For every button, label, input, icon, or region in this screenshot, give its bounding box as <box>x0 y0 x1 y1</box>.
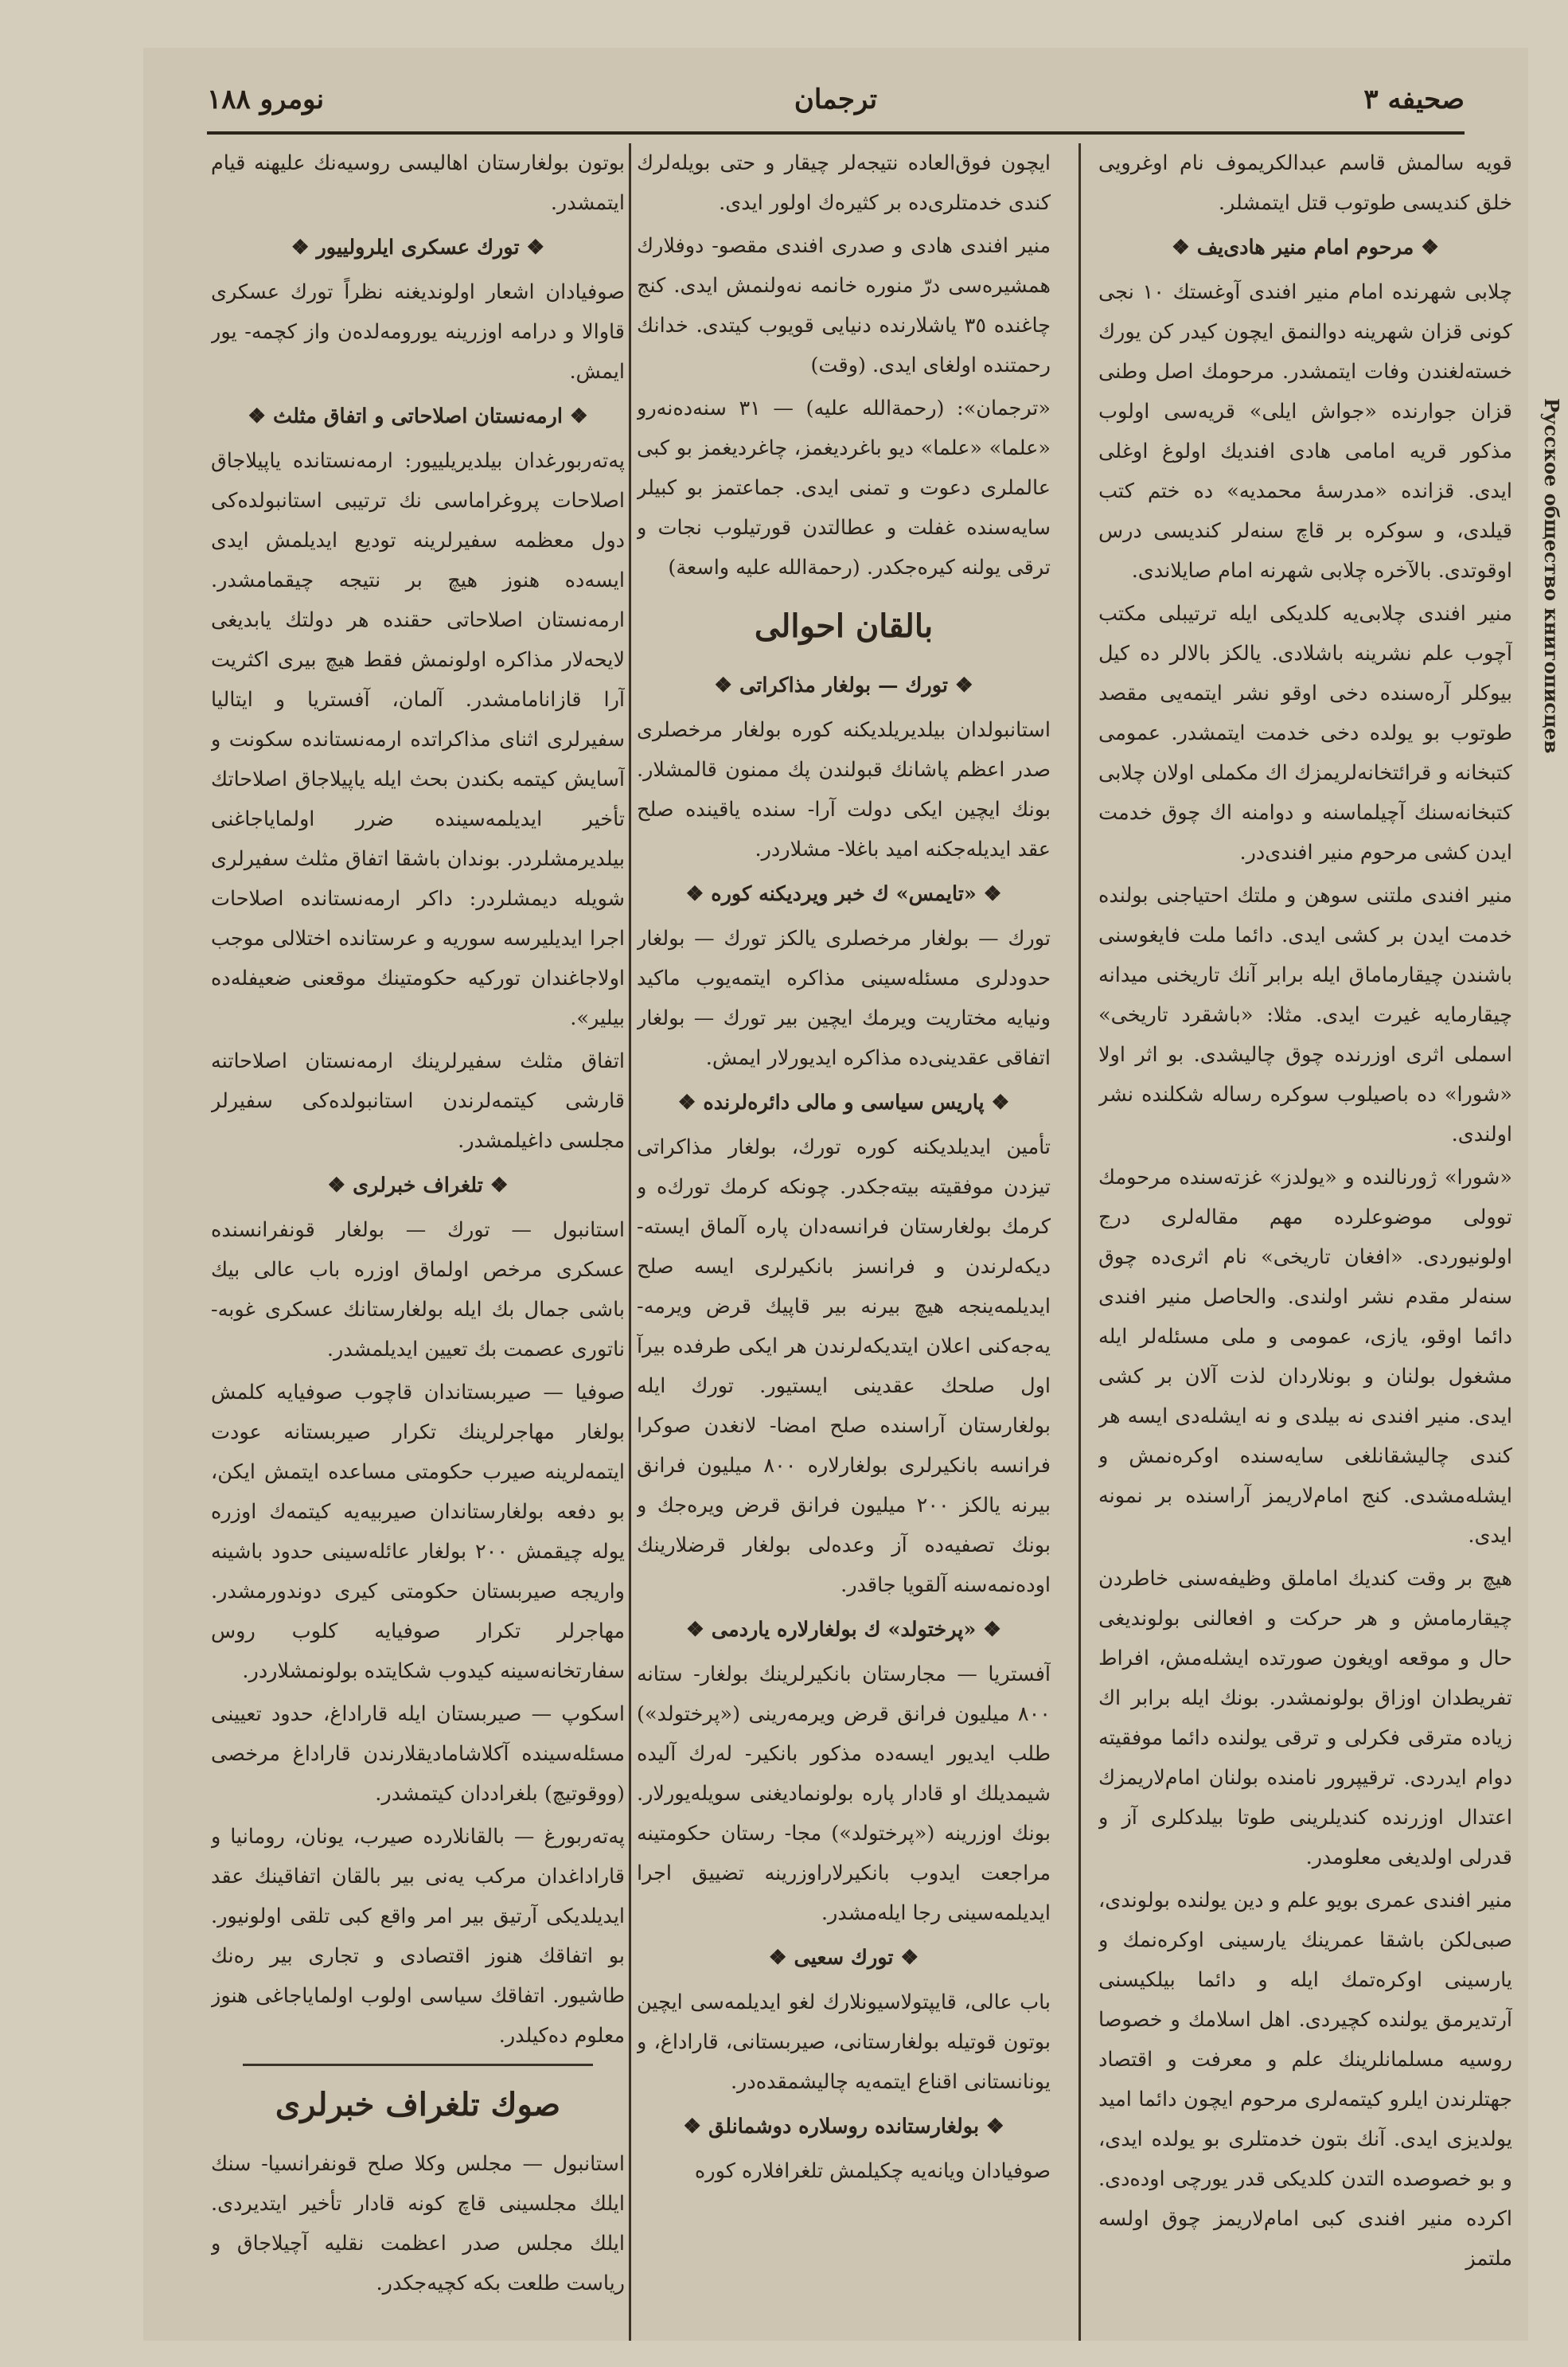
article-paragraph: استانبول — تورك — بولغار قونفرانسنده عسكرى مرخص اولماق اوزره باب عالى بيك باشى جمال بك ايله بولغارستانك عسكرى غوبه- ناتورى عصمت بك تعيين ايديلمشدر. <box>211 1218 625 1361</box>
header-rule <box>207 131 1465 135</box>
side-stamp: Русское общество книгописцев <box>1540 398 1563 754</box>
article-paragraph: استانبولدان بيلديريلديكنه كوره بولغار مرخصلرى صدر اعظم پاشانك قبولندن پك ممنون قالمشلار. بونك ايچين ايكى دولت آرا- سنده ياقينده صلح عقد ايديله‌جكنه اميد باغلا- مشلار‌در. <box>637 718 1051 861</box>
column-divider <box>629 143 631 2341</box>
article-paragraph: منير افندى هادى و صدرى افندى مقصو- دوفلارك همشيره‌سى درّ منوره خانمه نه‌ولنمش ايدى. كنج چاغنده ٣٥ ياشلارنده دنيايى قويوب كيتدى. خدانك رحمتنده اولغاى ايدى. (وقت) <box>637 234 1051 377</box>
article-paragraph: آفستريا — مجارستان بانكيرلرينك بولغار- ستانه ٨٠٠ ميليون فرانق قرض ويرمه‌رينى («پرختولد») طلب ايديور ايسه‌ده مذكور بانكير- لەرك آليده شيمديلك او قادار پاره بولونماديغنى سويله‌يورلار. بونك اوزرينه («پرختولد») مجا- رستان حكومتينه مراجعت ايدوب بانكيرلاراوزرينه تضييق اجرا ايديلمه‌سينى رجا ايله‌مشدر. <box>637 1662 1051 1925</box>
article-paragraph: اتفاق مثلث سفيرلرينك ارمه‌نستان اصلاحاتنه قارشى كيتمه‌لرندن استانبولده‌كى سفيرلر مجلسى داغيلمشدر. <box>211 1049 625 1153</box>
article-subheading: ❖ تورك عسكرى ايلرولييور ❖ <box>211 228 625 268</box>
article-subheading: ❖ تورك — بولغار مذاكراتى ❖ <box>637 666 1051 705</box>
article-paragraph: منير افندى ملتنى سوهن و ملتك احتياجنى بولنده خدمت ايدن بر كشى ايدى. دائما ملت فايغوسنى باشندن چيقارماماق ايله برابر آنك تاريخنى ميدانه چيقارمايه غيرت ايدى. مثلا: «باشقرد تاريخى» اسملى اثرى اوزرنده چوق چاليشدى. بو اثر اولا «شورا» ده باصيلوب سوكره رساله شكلنده نشر اولندى. <box>1098 884 1512 1146</box>
article-subheading: ❖ بولغارستانده روسلاره دوشمانلق ❖ <box>637 2107 1051 2146</box>
article-paragraph: قويه سالمش قاسم عبدالكريموف نام اوغرويى خلق كنديسى طوتوب قتل ايتمشلر. <box>1098 151 1512 215</box>
article-paragraph: منير افندى عمرى بويو علم و دين يولنده بولوندى، صبى‌لكن باشقا عمرينك يارسينى اوكره‌نمك و يارسينى اوكره‌تمك ايله و دائما بيلكيسنى آرتديرمق يولنده كچيردى. اهل اسلامك و خصوصا روسيه مسلمانلرينك علم و معرفت و اقتصاد جهتلرندن ايلرو كيتمه‌لرى مرحوم ايچون دائما اميد يولديزى ايدى. آنك بتون خدمتلرى بو يولده ايدى، و بو خصوصده التدن كلديكى قدر يورچى اوده‌دى. اكرده منير افندى كبى امام‌لاريمز چوق اولسه ملتمز <box>1098 1889 1512 2271</box>
article-paragraph: صوفيادان اشعار اولونديغنه نظراً تورك عسكرى قاوالا و درامه اوزرينه يورومه‌لده‌ن واز كچمه- يور ايمش. <box>211 280 625 384</box>
column-divider <box>1078 143 1081 2341</box>
article-paragraph: باب عالى، قايپتولاسيونلارك لغو ايديلمه‌سى ايچين بوتون قوتيله بولغارستانى، صيربستانى، قاراداغ، و يونانستانى اقناع ايتمه‌يه چاليشمقده‌در. <box>637 1990 1051 2094</box>
article-paragraph: تأمين ايديلديكنه كوره تورك، بولغار مذاكراتى تيزدن موفقيته بيته‌جكدر. چونكه كرمك تورك‌ه و كرمك بولغارستان فرانسه‌دان پاره آلماق ايسته- ديكه‌لرندن و فرانسز بانكيرلرى ايسه صلح ايديلمه‌ينجه هيچ بيرنه بير قاپيك قرض ويرمه- يه‌جه‌كنى اعلان ايتديكه‌لرندن هر ايكى طرفده بيرآ اول صلحك عقدينى ايستيور. تورك ايله بولغارستان آراسنده صلح امضا- لانغدن صوكرا فرانسه بانكيرلرى بولغارلاره ٨٠٠ ميليون فرانق بيرنه يالكز ٢٠٠ ميليون فرانق قرض ويره‌جك و بونك تصفيه‌ده آز وعده‌لى بولغار قرضلارينك اوده‌نمه‌سنه آلقويا جاقدر. <box>637 1135 1051 1597</box>
article-paragraph: «شورا» ژورنالنده و «يولدز» غزته‌سنده مرحومك توولى موضوعلرده مهم مقالەلرى درج اولونيوردى. «افغان تاريخى» نام اثرى‌ده چوق سنه‌لر مقدم نشر اولندى. والحاصل منير افندى دائما اوقو، يازى، عمومى و ملى مسئله‌لر ايله مشغول بولنان و بونلاردان لذت آلان بر كشى ايدى. منير افندى نه بيلدى و نه ايشله‌دى ايسه هر كندى چاليشقانلغى سايه‌سنده اوكره‌نمش و ايشله‌مشدى. كنج امام‌لاريمز آراسنده بر نمونه ايدى. <box>1098 1166 1512 1548</box>
article-paragraph: صوفيا — صيربستاندان قاچوب صوفيايه كلمش بولغار مهاجرلرينك تكرار صيربستانه عودت ايتمه‌لرينه صيرب حكومتى مساعده ايتمش ايكن، بو دفعه بولغارستاندان صيربيه‌يه كيتمه‌ك اوزره يوله چيقمش ٢٠٠ بولغار عائله‌سينى حدود باشينه واريجه صيربستان حكومتى كيرى دوندورمشدر. مهاجرلر تكرار صوفيايه كلوب روس سفارتخانه‌سينه كيدوب شكايتده بولونمشلاردر. <box>211 1381 625 1683</box>
article-paragraph: «ترجمان»: (رحمةالله عليه) — ٣١ سنه‌ده‌نه‌رو «علما» «علما» ديو باغرديغمز، چاغرديغمز بو كبى عالملرى دعوت و تمنى ايدى. جماعتمز بو كبيلر سايه‌سنده غفلت و عطالتدن قورتيلوب نجات و ترقى يولنه كيره‌جكدر. (رحمةالله عليه واسعة) <box>637 396 1051 580</box>
page-header <box>207 76 1465 147</box>
column-left <box>211 143 625 2341</box>
article-subheading: ❖ پاريس سياسى و مالى دائره‌لرنده ❖ <box>637 1083 1051 1123</box>
newspaper-title: ترجمان <box>794 84 878 115</box>
section-heading: صوك تلغراف خبرلرى <box>275 2086 561 2123</box>
section-rule <box>243 2064 593 2066</box>
column-right <box>1098 143 1512 2341</box>
article-subheading: ❖ تلغراف خبرلرى ❖ <box>211 1166 625 1205</box>
article-subheading: ❖ تورك سعيى ❖ <box>637 1938 1051 1978</box>
article-subheading: ❖ مرحوم امام منير هادى‌يف ❖ <box>1098 228 1512 268</box>
article-paragraph: صوفيادان ويانه‌يه چكيلمش تلغرافلاره كوره <box>694 2159 1051 2183</box>
issue-number: نومرو ١٨٨ <box>207 84 325 115</box>
article-paragraph: تورك — بولغار مرخصلرى يالكز تورك — بولغار حدودلرى مسئله‌سينى مذاكره ايتمه‌يوب ماكيد ونيايه مختاريت ويرمك ايچين بير تورك — بولغار اتفاقى عقدينى‌ده مذاكره ايديورلار ايمش. <box>637 927 1051 1070</box>
column-middle <box>637 143 1051 2341</box>
section-heading: بالقان احوالى <box>754 607 934 645</box>
article-paragraph: استانبول — مجلس وكلا صلح قونفرانسيا- سنك ايلك مجلسينى قاچ كونه قادار تأخير ايتديردى. ايلك مجلس صدر اعظمت نقليه آچيلاجاق و رياست طلعت بكه كچيه‌جكدر. <box>211 2152 625 2295</box>
article-paragraph: اسكوپ — صيربستان ايله قاراداغ، حدود تعيينى مسئله‌سينده آكلاشاماديقلارندن قاراداغ مرخصى (ووقوتيچ) بلغراددان كيتمشدر. <box>211 1702 625 1806</box>
page-number: صحيفه ٣ <box>1363 84 1465 115</box>
article-paragraph: پەتەربورغدان بيلديريلييور: ارمه‌نستانده ياپيلاجاق اصلاحات پروغراماسى نك ترتيبى استانبولده‌كى دول معظمه سفيرلرينه توديع ايديلمش ايدى ايسه‌ده هنوز هيچ بر نتيجه چيقمامشدر. ارمه‌نستان اصلاحاتى حقنده هر دولتك يابديغى لايحه‌لار مذاكره اولونمش فقط هيچ بيرى اكثريت آرا قازانامامشدر. آلمان، آفستريا و ايتاليا سفيرلرى اثناى مذاكراتده ارمه‌نستانده سكونت و آسايش كيتمه‌ بكندن بحث ايله ياپيلاجاق اصلاحاتك تأخير ايديلمه‌سينده ضرر اولماياجاغنى بيلديرمشلردر. بوندان باشقا اتفاق مثلث سفيرلرى شويله ديمشلردر: داكر ارمه‌نستانده اصلاحات اجرا ايديليرسه سوريه و عرستانده اختلالى موجب اولاجاغندان توركيه حكومتينك موقعنى ضعيفله‌ده بيلير». <box>211 449 625 1030</box>
article-subheading: ❖ «پرختولد» ك بولغارلاره ياردمى ❖ <box>637 1610 1051 1650</box>
article-paragraph: بوتون بولغارستان اهالیسى روسيه‌نك عليهنه قيام ايتمشدر. <box>211 151 625 215</box>
article-paragraph: پەتەربورغ — بالقانلارده صيرب، يونان، رومانيا و قاراداغدان مركب يەنى بير بالقان اتفاقينك عقد ايديلديكى آرتيق بير امر واقع كبى تلقى اولونيور. بو اتفاقك هنوز اقتصادى و تجارى بير رەنك طاشيور. اتفاقك سياسى اولوب اولماياجاغى هنوز معلوم ده‌كيلدر. <box>211 1825 625 2048</box>
article-paragraph: چلابى شهرنده امام منير افندى آوغستك ١٠ نجى كونى قزان شهرينه دوالنمق ايچون كيدر كن يورك خسته‌لغندن وفات ايتمشدر. مرحومك اصل وطنى قزان جوارنده «جواش ايلى» قريه‌سى اولوب مذكور قريه امامى هادى افنديك اولوغ اوغلى ايدى. قزانده «مدرسهٔ محمديه» ده ختم كتب قيلدى، و سوكره بر قاچ سنه‌لر كنديسى درس اوقوتدى. بالآخره چلابى شهرنه امام صايلاندى. <box>1098 280 1512 583</box>
article-subheading: ❖ ارمه‌نستان اصلاحاتى و اتفاق مثلث ❖ <box>211 396 625 436</box>
article-paragraph: منير افندى چلابى‌يه كلديكى ايله ترتيبلى مكتب آچوب علم نشرينه باشلادى. يالكز بالالر ده كيل بيوكلر آره‌سنده دخى اوقو نشر ايتمه‌يى مقصد طوتوب بو يولده دخى خدمت ايتمشدر. عمومى كتبخانه و قرائتخانه‌لريمزك اك مكملى اولان چلابى كتبخانه‌سنك آچيلماسنه و دوامنه اك چوق خدمت ايدن كشى مرحوم منير افندى‌در. <box>1098 602 1512 865</box>
article-paragraph: هيچ بر وقت كنديك اماملق وظيفه‌سنى خاطردن چيقارمامش و هر حركت و افعالنى بولونديغى حال و موقعه اويغون صورتده ايشله‌مش، افراط تفريطدان اوزاق بولونمشدر. بونك ايله برابر اك زياده مترقى فكرلى و ترقى يولنده دائما موفقيته دوام ايدردى. ترقيپرور نامنده بولنان امام‌لاريمزك اعتدال اوزرنده كنديلرينى طوتا بيلدكلرى آز و قدرلى اولديغى معلومدر. <box>1098 1567 1512 1869</box>
article-subheading: ❖ «تايمس» ك خبر ويرديكنه كوره ❖ <box>637 874 1051 914</box>
article-paragraph: ايچون فوق‌العاده نتيجه‌لر چيقار و حتى بويله‌لرك كندى خدمتلرى‌ده بر كثيرەك اولور ايدى. <box>637 151 1051 215</box>
